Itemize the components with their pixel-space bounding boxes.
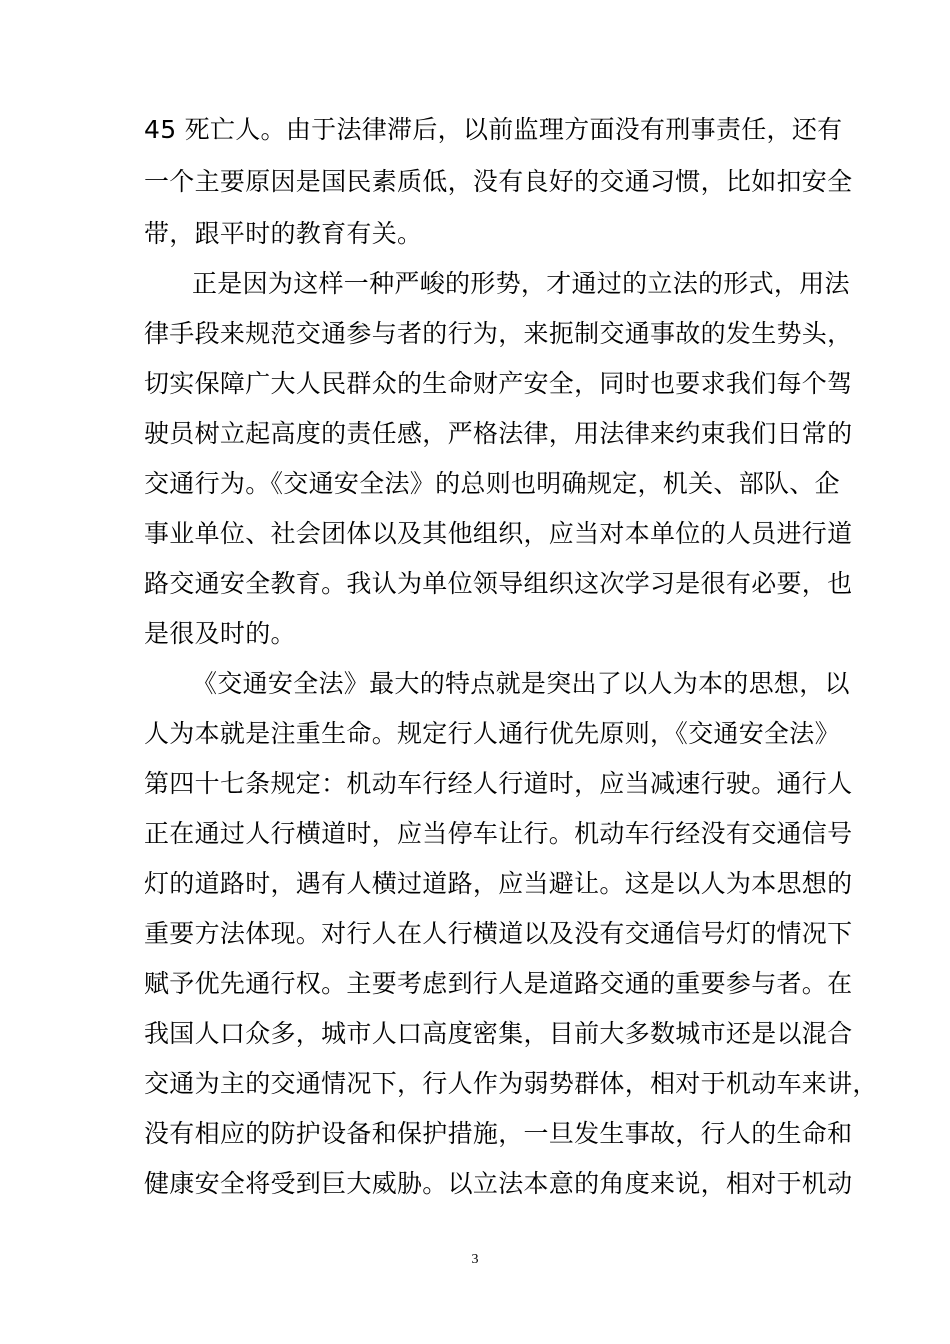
text-line: 我国人口众多，城市人口高度密集，目前大多数城市还是以混合 [144, 1019, 853, 1048]
text-line: 事业单位、社会团体以及其他组织，应当对本单位的人员进行道 [144, 519, 853, 548]
text-line: 交通为主的交通情况下，行人作为弱势群体，相对于机动车来讲， [144, 1069, 878, 1098]
text-line: 灯的道路时，遇有人横过道路，应当避让。这是以人为本思想的 [144, 869, 853, 898]
text-line: 正在通过人行横道时，应当停车让行。机动车行经没有交通信号 [144, 819, 853, 848]
text-line: 重要方法体现。对行人在人行横道以及没有交通信号灯的情况下 [144, 919, 853, 948]
text-line: 是很及时的。 [144, 619, 296, 648]
text-line: 一个主要原因是国民素质低，没有良好的交通习惯，比如扣安全 [144, 167, 853, 196]
text-line: 切实保障广大人民群众的生命财产安全，同时也要求我们每个驾 [144, 369, 853, 398]
text-line: 带，跟平时的教育有关。 [144, 219, 423, 248]
text-line: 没有相应的防护设备和保护措施，一旦发生事故，行人的生命和 [144, 1119, 853, 1148]
text-line: 交通行为。《交通安全法》的总则也明确规定，机关、部队、企 [144, 469, 840, 498]
text-line: 《交通安全法》最大的特点就是突出了以人为本的思想，以 [192, 669, 850, 698]
page-number: 3 [471, 1252, 479, 1267]
text-line: 45 死亡人。由于法律滞后，以前监理方面没有刑事责任，还有 [144, 115, 843, 144]
text-line: 健康安全将受到巨大威胁。以立法本意的角度来说，相对于机动 [144, 1169, 853, 1198]
text-line: 正是因为这样一种严峻的形势，才通过的立法的形式，用法 [192, 269, 850, 298]
text-line: 律手段来规范交通参与者的行为，来扼制交通事故的发生势头， [144, 319, 853, 348]
text-line: 路交通安全教育。我认为单位领导组织这次学习是很有必要，也 [144, 569, 853, 598]
text-line: 赋予优先通行权。主要考虑到行人是道路交通的重要参与者。在 [144, 969, 853, 998]
text-line: 第四十七条规定：机动车行经人行道时，应当减速行驶。通行人 [144, 769, 853, 798]
text-line: 驶员树立起高度的责任感，严格法律，用法律来约束我们日常的 [144, 419, 853, 448]
text-line: 人为本就是注重生命。规定行人通行优先原则，《交通安全法》 [144, 719, 840, 748]
